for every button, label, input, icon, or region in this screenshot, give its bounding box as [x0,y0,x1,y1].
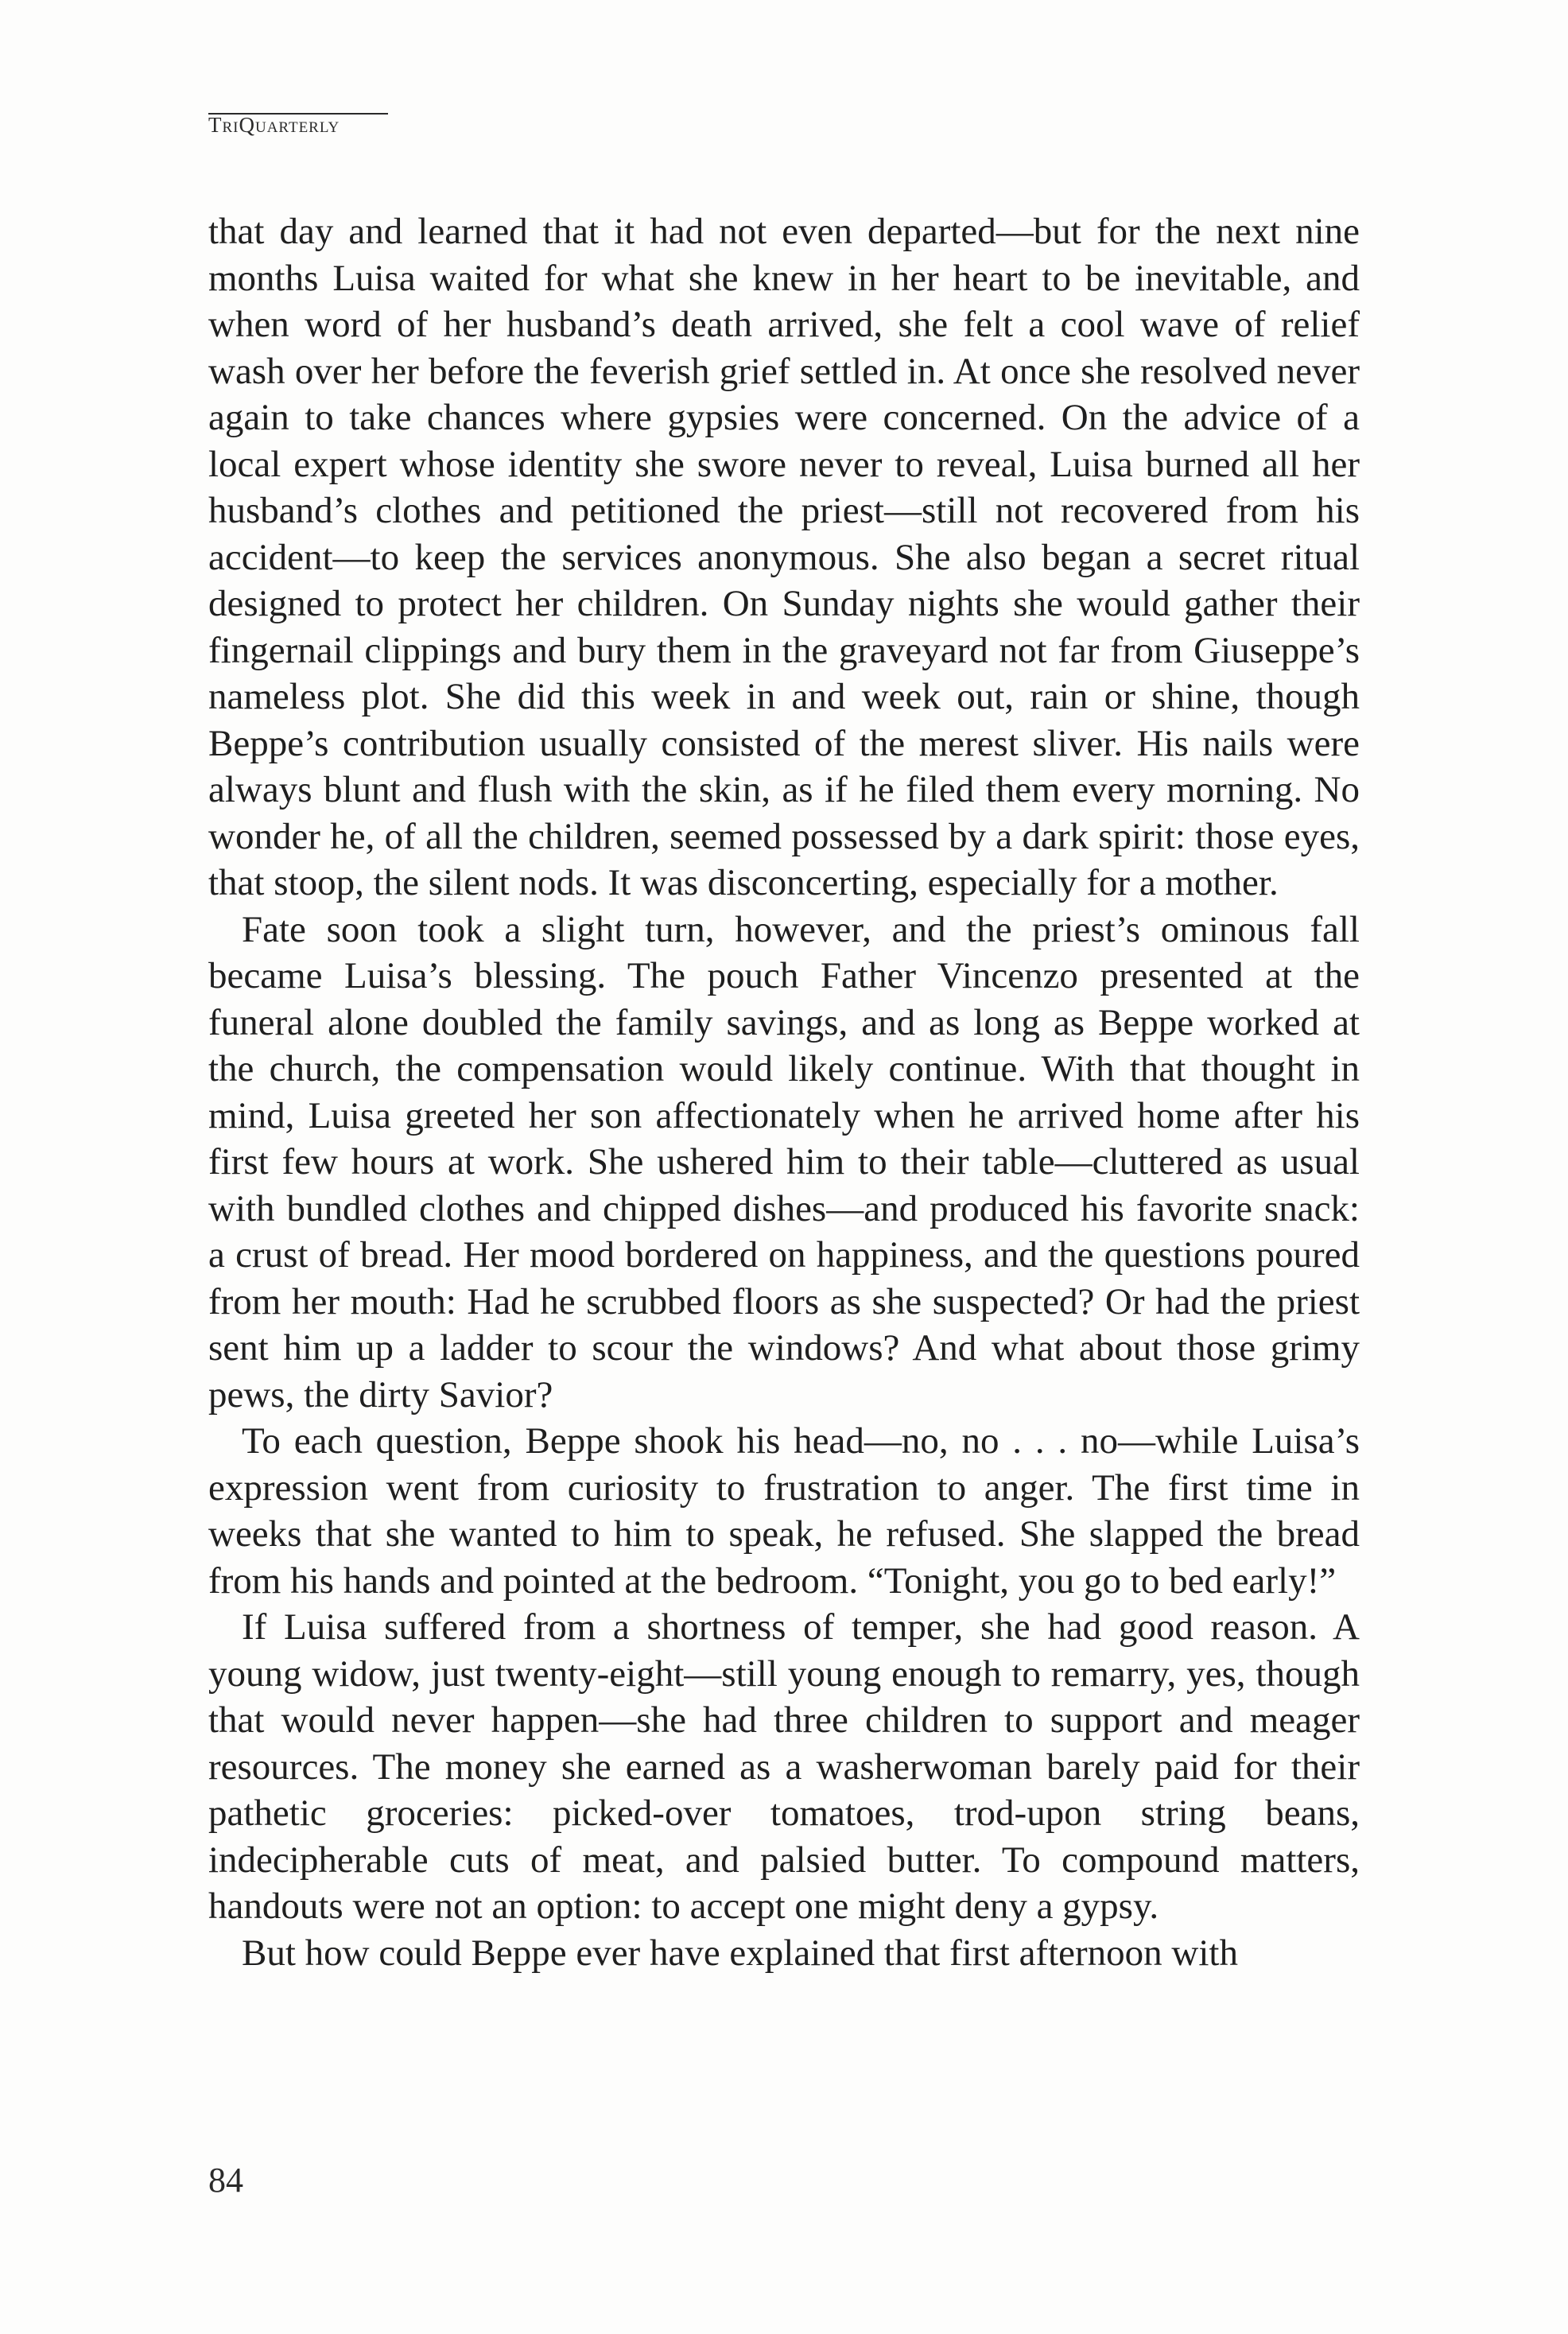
paragraph: that day and learned that it had not even departed—but for the next nine months Luisa waited for what she knew in her heart to be inevitable, and when word of her husband’s death arrived, she felt a cool wave of relief wash over her before the feverish grief settled in. At once she resolved never again to take chances where gypsies were concerned. On the advice of a local expert whose identity she swore never to reveal, Luisa burned all her husband’s clothes and petitioned the priest—still not recovered from his accident—to keep the services anonymous. She also began a secret ritual designed to protect her children. On Sunday nights she would gather their fingernail clippings and bury them in the graveyard not far from Giuseppe’s nameless plot. She did this week in and week out, rain or shine, though Beppe’s contribution usually consisted of the merest sliver. His nails were always blunt and flush with the skin, as if he filed them every morning. No wonder he, of all the children, seemed possessed by a dark spirit: those eyes, that stoop, the silent nods. It was disconcerting, especially for a mother. [208,211,1360,903]
page-number: 84 [208,2161,243,2200]
body-text [208,208,1360,1976]
paragraph: Fate soon took a slight turn, however, and the priest’s ominous fall became Luisa’s blessing. The pouch Father Vincenzo presented at the funeral alone doubled the family savings, and as long as Beppe worked at the church, the compensation would likely continue. With that thought in mind, Luisa greeted her son affectionately when he arrived home after his first few hours at work. She ushered him to their table—cluttered as usual with bundled clothes and chipped dishes—and produced his favorite snack: a crust of bread. Her mood bordered on happiness, and the questions poured from her mouth: Had he scrubbed floors as she suspected? Or had the priest sent him up a ladder to scour the windows? And what about those grimy pews, the dirty Savior? [208,908,1360,1416]
paragraph: If Luisa suffered from a shortness of temper, she had good reason. A young widow, just twenty-eight—still young enough to remarry, yes, though that would never happen—she had three children to support and meager resources. The money she earned as a washerwoman barely paid for their pathetic groceries: picked-over tomatoes, trod-upon string beans, indecipherable cuts of meat, and palsied butter. To compound matters, handouts were not an option: to accept one might deny a gypsy. [208,1606,1360,1927]
running-head: TriQuarterly [208,113,340,137]
paragraph: To each question, Beppe shook his head—no, no . . . no—while Luisa’s expression went from curiosity to frustration to anger. The first time in weeks that she wanted to him to speak, he refused. She slapped the bread from his hands and pointed at the bedroom. “Tonight, you go to bed early!” [208,1420,1360,1602]
paragraph: But how could Beppe ever have explained that first afternoon with [242,1932,1238,1974]
